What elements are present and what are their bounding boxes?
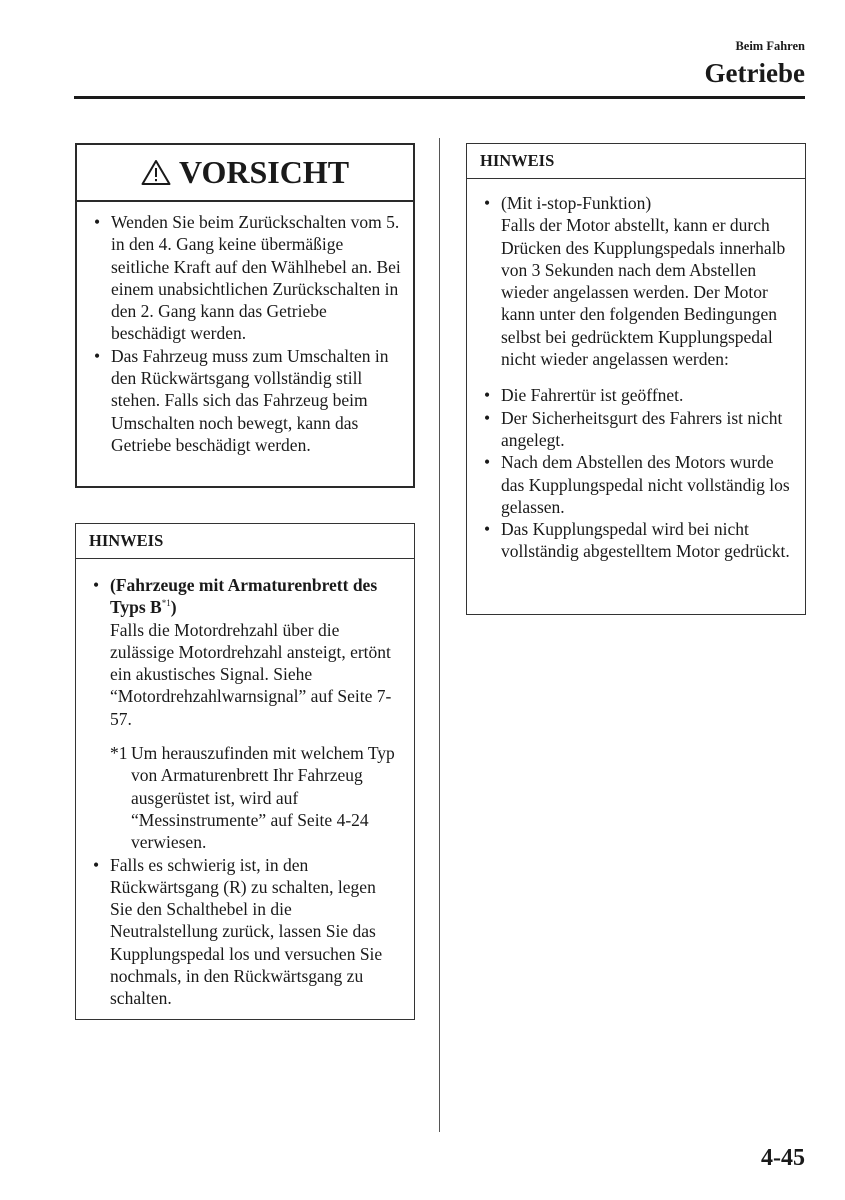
header-rule [74, 96, 805, 99]
column-divider [439, 138, 440, 1132]
bullet: • [484, 452, 491, 473]
page-title: Getriebe [704, 58, 805, 88]
condition-item [481, 518, 793, 563]
condition-text: Die Fahrertür ist geöffnet. [501, 385, 684, 406]
condition-item [481, 384, 793, 406]
bullet: • [484, 519, 491, 540]
note-item-title: (Mit i-stop-Funktion) [501, 193, 652, 213]
note-item [90, 574, 402, 730]
note-item-text: Falls die Motordrehzahl über die zulässige Motordrehzahl ansteigt, ertönt ein akustisches Signal. Siehe “Motordrehzahlwarnsignal” auf Seite 7-57. [110, 619, 392, 729]
page-number: 4-45 [761, 1145, 805, 1171]
note-item-title [110, 574, 402, 619]
note-box-i-stop [466, 143, 806, 615]
bullet: • [484, 407, 491, 428]
condition-item [481, 407, 793, 452]
caution-item-text: Das Fahrzeug muss zum Umschalten in den Rückwärtsgang vollständig still stehen. Falls sich das Fahrzeug beim Umschalten noch bewegt, kann das Getriebe beschädigt werden. [111, 345, 389, 455]
footnote-reference: *1 [161, 598, 171, 609]
note-heading: HINWEIS [467, 144, 805, 179]
section-name: Beim Fahren [735, 39, 805, 53]
condition-list [481, 384, 793, 562]
note-item-title-end: ) [170, 597, 177, 618]
page-header [705, 38, 805, 88]
condition-item [481, 451, 793, 518]
footnote [90, 742, 402, 853]
footnote-mark: *1 [110, 743, 128, 764]
condition-text: Das Kupplungspedal wird bei nicht vollständig abgestelltem Motor gedrückt. [501, 519, 790, 562]
bullet: • [484, 385, 491, 406]
bullet: • [94, 345, 101, 366]
warning-triangle-icon [141, 159, 171, 186]
condition-text: Nach dem Abstellen des Motors wurde das Kupplungspedal nicht vollständig los gelassen. [501, 452, 790, 517]
caution-heading [77, 145, 413, 202]
note-box-dashboard [75, 523, 415, 1020]
caution-item [91, 211, 401, 345]
caution-box [75, 143, 415, 488]
bullet: • [94, 212, 101, 232]
caution-heading-text: VORSICHT [178, 154, 350, 190]
note-item-title-text: (Fahrzeuge mit Armaturenbrett des Typs B [110, 575, 378, 618]
caution-item [91, 345, 401, 456]
note-item [90, 854, 402, 1010]
note-item-text: Falls der Motor abstellt, kann er durch Drücken des Kupplungspedals innerhalb von 3 Sekunden nach dem Abstellen wieder angelassen werden. Der Motor kann unter den folgenden Bedingungen selbst bei gedrücktem Kupplungspedal nicht wieder angelassen werden: [501, 215, 786, 370]
condition-text: Der Sicherheitsgurt des Fahrers ist nicht angelegt. [501, 407, 783, 450]
note-heading: HINWEIS [76, 524, 414, 559]
note-item [481, 192, 793, 370]
bullet: • [93, 575, 100, 595]
bullet: • [484, 193, 491, 213]
footnote-text: Um herauszufinden mit welchem Typ von Armaturenbrett Ihr Fahrzeug ausgerüstet ist, wird auf “Messinstrumente” auf Seite 4-24 verwiesen. [131, 743, 395, 853]
note-item-text: Falls es schwierig ist, in den Rückwärtsgang (R) zu schalten, legen Sie den Schalthebel in die Neutralstellung zurück, lassen Sie das Kupplungspedal los und versuchen Sie nochmals, in den Rückwärtsgang zu schalten. [110, 854, 383, 1009]
caution-item-text: Wenden Sie beim Zurückschalten vom 5. in den 4. Gang keine übermäßige seitliche Kraft auf den Wählhebel an. Bei einem unabsichtlichen Zurückschalten in den 2. Gang kann das Getriebe beschädigt werden. [111, 212, 401, 344]
bullet: • [93, 854, 100, 875]
